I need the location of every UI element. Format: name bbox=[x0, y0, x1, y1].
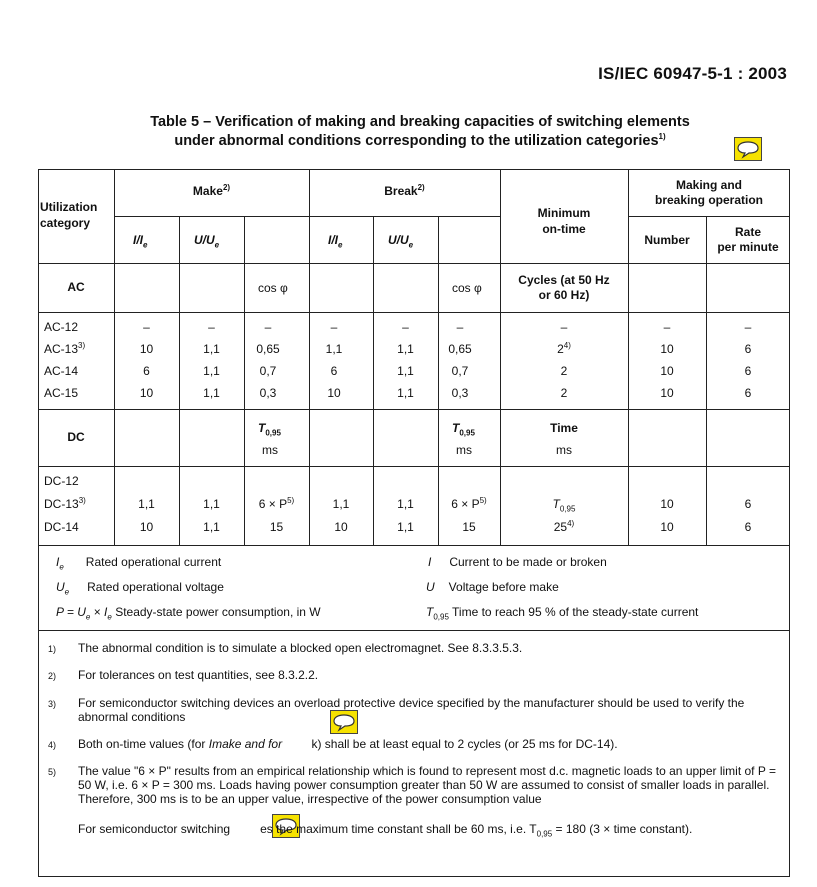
dc-row-category: DC-12 bbox=[44, 474, 79, 488]
comment-note-icon[interactable] bbox=[734, 137, 762, 161]
ac-row-category: AC-15 bbox=[44, 386, 79, 400]
ac-make-u: – bbox=[208, 320, 215, 334]
ac-break-u: 1,1 bbox=[397, 364, 414, 378]
ac-make-cos: 0,65 bbox=[256, 342, 280, 356]
ac-number: 10 bbox=[660, 364, 674, 378]
table-title-line2: under abnormal conditions corresponding to the utilization categories$^{1)}$ bbox=[174, 132, 666, 149]
rule bbox=[38, 312, 790, 313]
rule bbox=[114, 169, 115, 545]
dc-row-category: DC-14 bbox=[44, 520, 79, 534]
footnote-3: 3) For semiconductor switching devices an overload protective device specified by the manufacturer should be used to verify the abnormal conditions bbox=[48, 696, 745, 724]
rule bbox=[38, 409, 790, 410]
rule bbox=[438, 216, 439, 545]
ac-break-i: 10 bbox=[327, 386, 341, 400]
rule bbox=[628, 216, 790, 217]
col-header-make-i: $I/I_e$ bbox=[133, 233, 148, 250]
ac-min-on-time: – bbox=[560, 320, 568, 334]
dc-break-value: 15 bbox=[462, 520, 476, 534]
dc-make-value: 15 bbox=[269, 520, 284, 534]
col-header-number: Number bbox=[644, 233, 690, 247]
dc-time-header: Time bbox=[550, 421, 578, 435]
ac-min-on-time: 2 bbox=[560, 386, 568, 400]
ac-rate: – bbox=[744, 320, 752, 334]
col-header-rate: Rate per minute bbox=[717, 225, 779, 254]
ac-make-u: 1,1 bbox=[203, 386, 220, 400]
ac-make-i: 10 bbox=[139, 342, 154, 356]
ac-break-cos: – bbox=[456, 320, 464, 334]
legend-u: U Voltage before make bbox=[426, 580, 559, 594]
ac-break-cos: 0,3 bbox=[451, 386, 469, 400]
dc-break-value: $6 \times P^{5)}$ bbox=[451, 496, 487, 511]
dc-min-on-time: 25$^{4)}$ bbox=[553, 519, 575, 534]
ac-break-cos: 0,7 bbox=[451, 364, 469, 378]
col-header-break-u: $U/U_e$ bbox=[388, 233, 414, 250]
break-ms-header: ms bbox=[456, 443, 472, 457]
col-header-break: Break$^{2)}$ bbox=[384, 183, 425, 198]
footnote-4: 4) Both on-time values (for Imake and for k) shall be at least equal to 2 cycles (or 25 ms for DC-14). bbox=[48, 737, 618, 751]
legend-i: I Current to be made or broken bbox=[428, 555, 607, 569]
make-t095-header: $T_{0,95}$ bbox=[258, 421, 281, 438]
legend-ie: $I_e$ Rated operational current bbox=[56, 555, 222, 572]
rule bbox=[373, 216, 374, 545]
ac-min-on-time: 2 bbox=[560, 364, 568, 378]
rule bbox=[38, 545, 790, 546]
dc-rate: 6 bbox=[744, 497, 752, 511]
ac-break-i: – bbox=[330, 320, 338, 334]
ac-label: AC bbox=[67, 280, 85, 294]
ac-make-i: 10 bbox=[139, 386, 154, 400]
legend-ue: $U_e$ Rated operational voltage bbox=[56, 580, 224, 597]
legend-t095: $T_{0,95}$ Time to reach 95 % of the steady-state current bbox=[426, 605, 699, 622]
ac-rate: 6 bbox=[744, 342, 752, 356]
rule bbox=[628, 169, 629, 545]
dc-rate: 6 bbox=[744, 520, 752, 534]
ac-row-category: AC-13$^{3)}$ bbox=[44, 341, 86, 356]
ac-make-i: 6 bbox=[143, 364, 150, 378]
ac-break-cos: 0,65 bbox=[448, 342, 472, 356]
ac-rate: 6 bbox=[744, 386, 752, 400]
ac-number: 10 bbox=[660, 386, 674, 400]
ac-min-on-time: 2$^{4)}$ bbox=[557, 341, 571, 356]
rule bbox=[38, 630, 790, 631]
ac-row-category: AC-14 bbox=[44, 364, 79, 378]
dc-min-on-time: $T_{0,95}$ bbox=[552, 497, 576, 514]
dc-label: DC bbox=[67, 430, 85, 444]
ac-make-u: 1,1 bbox=[203, 342, 220, 356]
rule bbox=[114, 216, 500, 217]
rule bbox=[38, 263, 790, 264]
rule bbox=[38, 466, 790, 467]
rule bbox=[179, 216, 180, 545]
footnote-2: 2) For tolerances on test quantities, see 8.3.2.2. bbox=[48, 668, 319, 682]
ac-make-i: – bbox=[143, 320, 150, 334]
col-header-make: Make$^{2)}$ bbox=[192, 183, 231, 198]
ac-row-category: AC-12 bbox=[44, 320, 79, 334]
ac-break-u: 1,1 bbox=[397, 386, 414, 400]
col-header-making-breaking-operation: Making and breaking operation bbox=[654, 178, 764, 207]
make-cos-phi: cos φ bbox=[258, 281, 288, 295]
ac-break-u: – bbox=[402, 320, 409, 334]
document-header: IS/IEC 60947-5-1 : 2003 bbox=[598, 64, 787, 83]
break-cos-phi: cos φ bbox=[452, 281, 482, 295]
dc-break-i: 1,1 bbox=[332, 497, 350, 511]
dc-ms-header: ms bbox=[556, 443, 572, 457]
ac-cycles-header: Cycles (at 50 Hz or 60 Hz) bbox=[518, 273, 610, 302]
col-header-minimum-on-time: Minimum on-time bbox=[537, 206, 591, 236]
col-header-make-u: $U/U_e$ bbox=[194, 233, 220, 250]
dc-number: 10 bbox=[660, 497, 674, 511]
dc-break-u: 1,1 bbox=[397, 520, 414, 534]
ac-number: – bbox=[663, 320, 671, 334]
dc-make-u: 1,1 bbox=[203, 497, 220, 511]
ac-number: 10 bbox=[660, 342, 674, 356]
dc-break-u: 1,1 bbox=[397, 497, 414, 511]
col-header-utilization: Utilization category bbox=[40, 200, 98, 230]
ac-break-u: 1,1 bbox=[397, 342, 414, 356]
rule bbox=[244, 216, 245, 545]
ac-break-i: 1,1 bbox=[325, 342, 343, 356]
col-header-break-i: $I/I_e$ bbox=[328, 233, 343, 250]
ac-rate: 6 bbox=[744, 364, 752, 378]
table-title-line1: Table 5 – Verification of making and breaking capacities of switching elements bbox=[150, 114, 690, 130]
ac-break-i: 6 bbox=[330, 364, 338, 378]
dc-row-category: DC-13$^{3)}$ bbox=[44, 496, 86, 511]
footnote-5: 5) The value "6 × P" results from an empirical relationship which is found to represent most d.c. magnetic loads to an upper limit of P = 50 W, i.e. 6 × P = 300 ms. Loads having power consumption greater than 50 W are assumed to consist of smaller loads in parallel. Therefore, 300 ms is to be an upper value, irrespective of the power consumption value For semiconductor switching es the maximum time constant shall be 60 ms, i.e. $T_{0,95} = 180$ (3 × time constant). bbox=[48, 764, 776, 839]
ac-make-cos: – bbox=[264, 320, 272, 334]
rule bbox=[706, 216, 707, 545]
ac-make-cos: 0,3 bbox=[259, 386, 277, 400]
ac-make-u: 1,1 bbox=[203, 364, 220, 378]
dc-break-i: 10 bbox=[334, 520, 348, 534]
make-ms-header: ms bbox=[262, 443, 278, 457]
dc-make-u: 1,1 bbox=[203, 520, 220, 534]
rule bbox=[309, 169, 310, 545]
footnote-1: 1) The abnormal condition is to simulate a blocked open electromagnet. See 8.3.3.5.3. bbox=[48, 641, 523, 655]
legend-p: $P = U_e \times I_e$ Steady-state power consumption, in W bbox=[56, 605, 321, 622]
dc-make-i: 1,1 bbox=[138, 497, 155, 511]
dc-make-i: 10 bbox=[139, 520, 154, 534]
ac-make-cos: 0,7 bbox=[259, 364, 277, 378]
dc-make-value: $6 \times P^{5)}$ bbox=[258, 496, 295, 511]
dc-number: 10 bbox=[660, 520, 674, 534]
break-t095-header: $T_{0,95}$ bbox=[452, 421, 475, 438]
